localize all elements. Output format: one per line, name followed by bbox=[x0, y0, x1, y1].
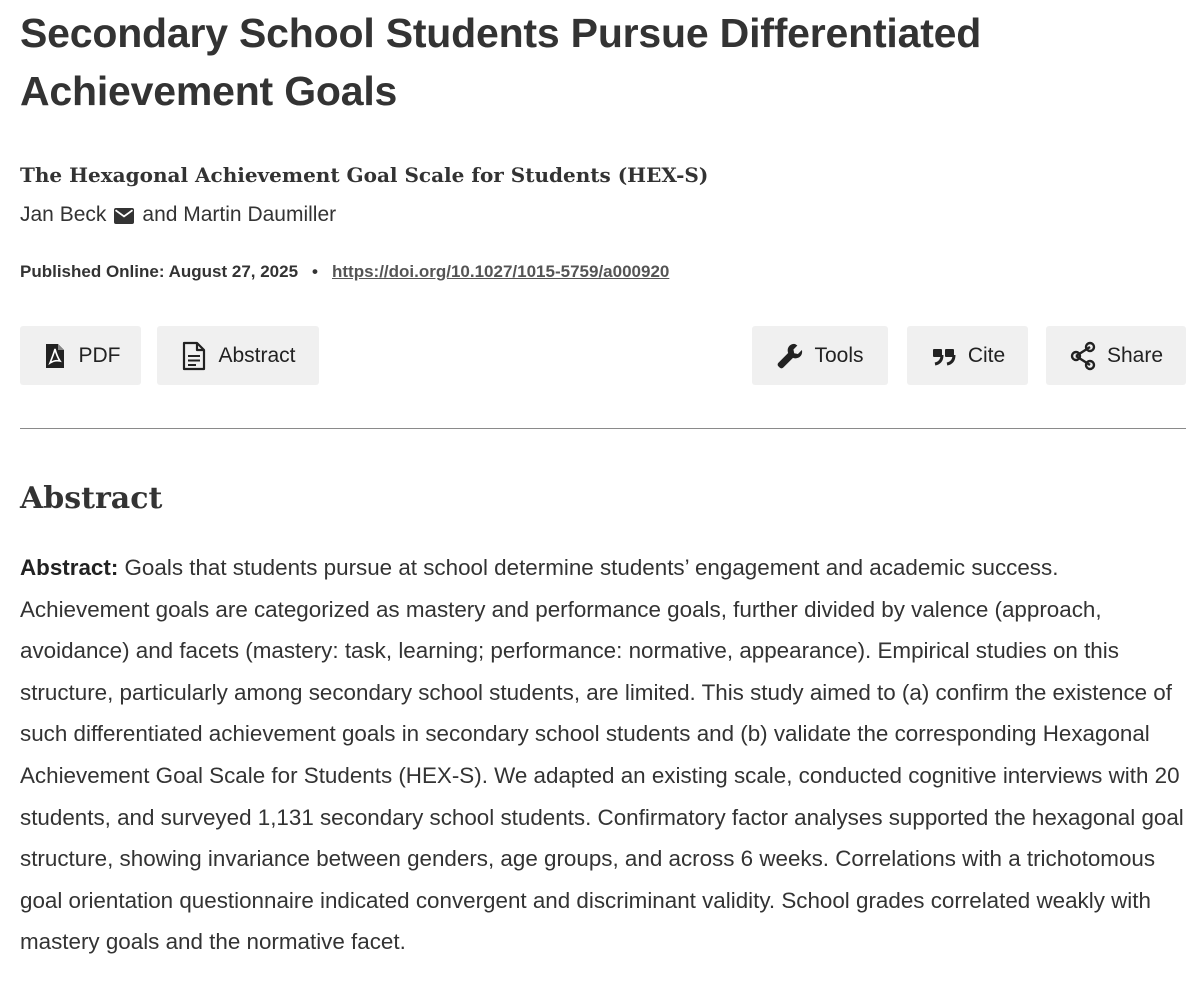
tools-button-label: Tools bbox=[814, 343, 864, 367]
article-subtitle: The Hexagonal Achievement Goal Scale for Students (HEX-S) bbox=[20, 163, 709, 187]
document-icon bbox=[180, 341, 208, 371]
doi-link[interactable]: https://doi.org/10.1027/1015-5759/a000920 bbox=[332, 262, 670, 281]
quote-icon bbox=[930, 341, 958, 371]
author-martin-daumiller[interactable]: and Martin Daumiller bbox=[142, 203, 337, 226]
share-button-label: Share bbox=[1106, 343, 1164, 367]
publication-meta bbox=[20, 260, 1186, 284]
tools-button[interactable] bbox=[752, 326, 888, 385]
share-button[interactable] bbox=[1046, 326, 1186, 385]
author-list bbox=[20, 202, 1186, 228]
cite-button[interactable] bbox=[907, 326, 1028, 385]
abstract-heading: Abstract bbox=[20, 481, 163, 516]
published-date: Published Online: August 27, 2025 bbox=[20, 262, 299, 281]
envelope-icon[interactable] bbox=[114, 205, 134, 221]
abstract-button-label: Abstract bbox=[218, 343, 296, 367]
article-title: Secondary School Students Pursue Differentiated Achievement Goals bbox=[20, 10, 982, 114]
abstract-button[interactable] bbox=[157, 326, 319, 385]
share-icon bbox=[1069, 341, 1097, 371]
pdf-icon bbox=[41, 341, 69, 371]
pdf-button-label: PDF bbox=[78, 343, 121, 367]
abstract-lead: Abstract: bbox=[20, 555, 119, 580]
author-jan-beck[interactable]: Jan Beck bbox=[20, 203, 107, 226]
abstract-body bbox=[20, 547, 1186, 963]
article-page bbox=[20, 0, 1186, 955]
cite-button-label: Cite bbox=[967, 343, 1006, 367]
section-divider bbox=[20, 428, 1186, 429]
article-toolbar bbox=[20, 326, 1186, 385]
meta-separator: • bbox=[312, 262, 318, 281]
abstract-text: Goals that students pursue at school determine students’ engagement and academic success. Achievement goals are categorized as mastery and performance goals, further divided by valence (approach, avoidance) and facets (mastery: task, learning; performance: normative, appearance). Empirical studies on this structure, particularly among secondary school students, are limited. This study aimed to (a) confirm the existence of such differentiated achievement goals in secondary school students and (b) validate the corresponding Hexagonal Achievement Goal Scale for Students (HEX-S). We adapted an existing scale, conducted cognitive interviews with 20 students, and surveyed 1,131 secondary school students. Confirmatory factor analyses supported the hexagonal goal structure, showing invariance between genders, age groups, and across 6 weeks. Correlations with a trichotomous goal orientation questionnaire indicated convergent and discriminant validity. School grades correlated weakly with mastery goals and the normative facet. bbox=[20, 555, 1184, 955]
wrench-icon bbox=[776, 341, 804, 371]
pdf-button[interactable] bbox=[20, 326, 141, 385]
